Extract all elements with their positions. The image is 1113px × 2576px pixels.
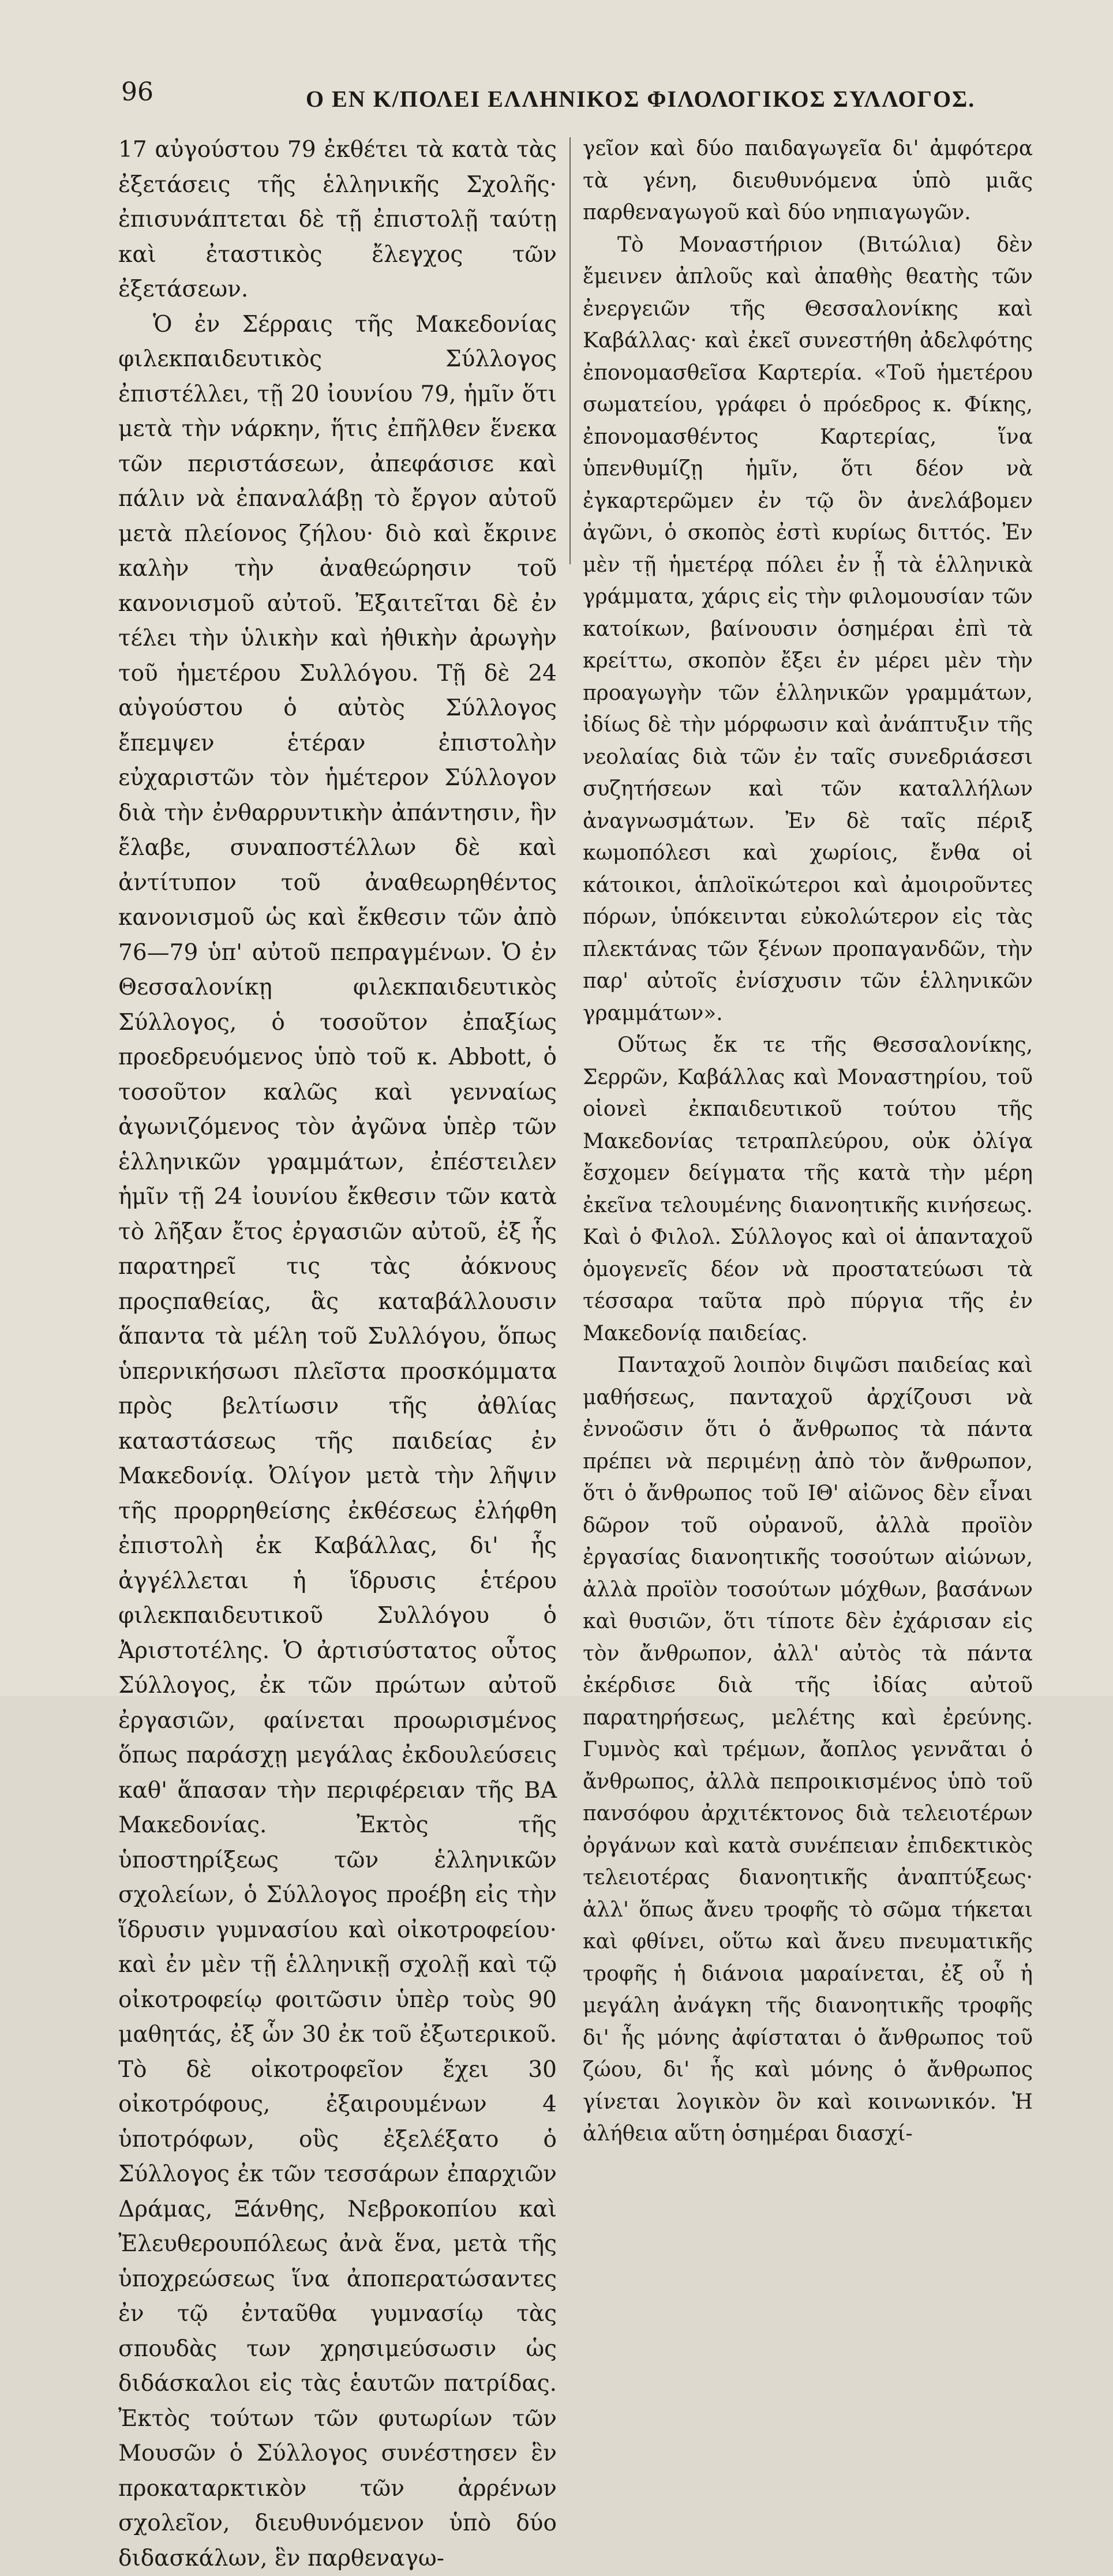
paragraph: γεῖον καὶ δύο παιδαγωγεῖα δι' ἀμφότερα τὰ γένη, διευθυνόμενα ὑπὸ μιᾶς παρθεναγωγοῦ καὶ δύο νηπιαγωγῶν. <box>583 133 1033 229</box>
right-column <box>583 133 1033 1656</box>
paragraph: Πανταχοῦ λοιπὸν διψῶσι παιδείας καὶ μαθήσεως, πανταχοῦ ἀρχίζουσι νὰ ἐννοῶσιν ὅτι ὁ ἄνθρωπος τὰ πάντα πρέπει νὰ περιμένῃ ἀπὸ τὸν ἄνθρωπον, ὅτι ὁ ἄνθρωπος τοῦ ΙΘ' αἰῶνος δὲν εἶναι δῶρον τοῦ οὐρανοῦ, ἀλλὰ προϊὸν ἐργασίας διανοητικῆς τοσούτων αἰώνων, ἀλλὰ προϊὸν τοσούτων μόχθων, βασάνων καὶ θυσιῶν, ὅτι τίποτε δὲν ἐχάρισαν εἰς τὸν ἄνθρωπον, ἀλλ' αὐτὸς τὰ πάντα ἐκέρδισε διὰ τῆς ἰδίας αὐτοῦ παρατηρήσεως, μελέτης καὶ ἐρεύνης. Γυμνὸς καὶ τρέμων, ἄοπλος γεννᾶται ὁ ἄνθρωπος, ἀλλὰ πεπροικισμένος ὑπὸ τοῦ πανσόφου ἀρχιτέκτονος διὰ τελειοτέρων ὀργάνων καὶ κατὰ συνέπειαν ἐπιδεκτικὸς τελειοτέρας διανοητικῆς ἀναπτύξεως· ἀλλ' ὅπως ἄνευ τροφῆς τὸ σῶμα τήκεται καὶ φθίνει, οὕτω καὶ ἄνευ πνευματικῆς τροφῆς ἡ διάνοια μαραίνεται, ἐξ οὗ ἡ μεγάλη ἀνάγκη τῆς διανοητικῆς τροφῆς δι' ἧς μόνης ἀφίσταται ὁ ἄνθρωπος τοῦ ζώου, δι' ἧς καὶ μόνης ὁ ἄνθρωπος γίνεται λογικὸν ὂν καὶ κοινωνικόν. Ἡ ἀλήθεια αὕτη ὁσημέραι διασχί- <box>583 1349 1033 2150</box>
column-divider <box>569 137 571 564</box>
running-head <box>121 74 1026 114</box>
page-number: 96 <box>121 77 153 107</box>
paragraph: Οὕτως ἔκ τε τῆς Θεσσαλονίκης, Σερρῶν, Καβάλλας καὶ Μοναστηρίου, τοῦ οἱονεὶ ἐκπαιδευτικοῦ τούτου τῆς Μακεδονίας τετραπλεύρου, οὐκ ὀλίγα ἔσχομεν δείγματα τῆς κατὰ τὴν μέρη ἐκεῖνα τελουμένης διανοητικῆς κινήσεως. Καὶ ὁ Φιλολ. Σύλλογος καὶ οἱ ἁπανταχοῦ ὁμογενεῖς δέον νὰ προστατεύωσι τὰ τέσσαρα ταῦτα πρὸ πύργια τῆς ἐν Μακεδονίᾳ παιδείας. <box>583 1029 1033 1349</box>
paragraph: Τὸ Μοναστήριον (Βιτώλια) δὲν ἔμεινεν ἀπλοῦς καὶ ἀπαθὴς θεατὴς τῶν ἐνεργειῶν τῆς Θεσσαλονίκης καὶ Καβάλλας· καὶ ἐκεῖ συνεστήθη ἀδελφότης ἐπονομασθεῖσα Καρτερία. «Τοῦ ἡμετέρου σωματείου, γράφει ὁ πρόεδρος κ. Φίκης, ἐπονομασθέντος Καρτερίας, ἵνα ὑπενθυμίζῃ ἡμῖν, ὅτι δέον νὰ ἐγκαρτερῶμεν ἐν τῷ ὃν ἀνελάβομεν ἀγῶνι, ὁ σκοπὸς ἐστὶ κυρίως διττός. Ἐν μὲν τῇ ἡμετέρᾳ πόλει ἐν ᾗ τὰ ἑλληνικὰ γράμματα, χάρις εἰς τὴν φιλομουσίαν τῶν κατοίκων, βαίνουσιν ὁσημέραι ἐπὶ τὰ κρείττω, σκοπὸν ἔξει ἐν μέρει μὲν τὴν προαγωγὴν τῶν ἑλληνικῶν γραμμάτων, ἰδίως δὲ τὴν μόρφωσιν καὶ ἀνάπτυξιν τῆς νεολαίας διὰ τῶν ἐν ταῖς συνεδριάσεσι συζητήσεων καὶ τῶν καταλλήλων ἀναγνωσμάτων. Ἐν δὲ ταῖς πέριξ κωμοπόλεσι καὶ χωρίοις, ἔνθα οἱ κάτοικοι, ἁπλοϊκώτεροι καὶ ἀμοιροῦντες πόρων, ὑπόκεινται εὐκολώτερον εἰς τὰς πλεκτάνας τῶν ξένων προπαγανδῶν, τὴν παρ' αὐτοῖς ἐνίσχυσιν τῶν ἑλληνικῶν γραμμάτων». <box>583 229 1033 1030</box>
paragraph: 17 αὐγούστου 79 ἐκθέτει τὰ κατὰ τὰς ἐξετάσεις τῆς ἑλληνικῆς Σχολῆς· ἐπισυνάπτεται δὲ τῇ ἐπιστολῇ ταύτῃ καὶ ἐταστικὸς ἔλεγχος τῶν ἐξετάσεων. <box>118 133 557 308</box>
left-column <box>118 133 557 1656</box>
paragraph: Ὁ ἐν Σέρραις τῆς Μακεδονίας φιλεκπαιδευτικὸς Σύλλογος ἐπιστέλλει, τῇ 20 ἰουνίου 79, ἡμῖν ὅτι μετὰ τὴν νάρκην, ἥτις ἐπῆλθεν ἕνεκα τῶν περιστάσεων, ἀπεφάσισε καὶ πάλιν νὰ ἐπαναλάβῃ τὸ ἔργον αὐτοῦ μετὰ πλείονος ζήλου· διὸ καὶ ἔκρινε καλὴν τὴν ἀναθεώρησιν τοῦ κανονισμοῦ αὐτοῦ. Ἐξαιτεῖται δὲ ἐν τέλει τὴν ὑλικὴν καὶ ἠθικὴν ἀρωγὴν τοῦ ἡμετέρου Συλλόγου. Τῇ δὲ 24 αὐγούστου ὁ αὐτὸς Σύλλογος ἔπεμψεν ἑτέραν ἐπιστολὴν εὐχαριστῶν τὸν ἡμέτερον Σύλλογον διὰ τὴν ἐνθαρρυντικὴν ἀπάντησιν, ἣν ἔλαβε, συναποστέλλων δὲ καὶ ἀντίτυπον τοῦ ἀναθεωρηθέντος κανονισμοῦ ὡς καὶ ἔκθεσιν τῶν ἀπὸ 76—79 ὑπ' αὐτοῦ πεπραγμένων. Ὁ ἐν Θεσσαλονίκῃ φιλεκπαιδευτικὸς Σύλλογος, ὁ τοσοῦτον ἐπαξίως προεδρευόμενος ὑπὸ τοῦ κ. Abbott, ὁ τοσοῦτον καλῶς καὶ γενναίως ἀγωνιζόμενος τὸν ἀγῶνα ὑπὲρ τῶν ἑλληνικῶν γραμμάτων, ἐπέστειλεν ἡμῖν τῇ 24 ἰουνίου ἔκθεσιν τῶν κατὰ τὸ λῆξαν ἔτος ἐργασιῶν αὐτοῦ, ἐξ ἧς παρατηρεῖ τις τὰς ἀόκνους προςπαθείας, ἃς καταβάλλουσιν ἅπαντα τὰ μέλη τοῦ Συλλόγου, ὅπως ὑπερνικήσωσι πλεῖστα προσκόμματα πρὸς βελτίωσιν τῆς ἀθλίας καταστάσεως τῆς παιδείας ἐν Μακεδονίᾳ. Ὀλίγον μετὰ τὴν λῆψιν τῆς προρρηθείσης ἐκθέσεως ἐλήφθη ἐπιστολὴ ἐκ Καβάλλας, δι' ἧς ἀγγέλλεται ἡ ἵδρυσις ἑτέρου φιλεκπαιδευτικοῦ Συλλόγου ὁ Ἀριστοτέλης. Ὁ ἀρτισύστατος οὗτος Σύλλογος, ἐκ τῶν πρώτων αὐτοῦ ἐργασιῶν, φαίνεται προωρισμένος ὅπως παράσχῃ μεγάλας ἐκδουλεύσεις καθ' ἅπασαν τὴν περιφέρειαν τῆς ΒΑ Μακεδονίας. Ἐκτὸς τῆς ὑποστηρίξεως τῶν ἑλληνικῶν σχολείων, ὁ Σύλλογος προέβη εἰς τὴν ἵδρυσιν γυμνασίου καὶ οἰκοτροφείου· καὶ ἐν μὲν τῇ ἑλληνικῇ σχολῇ καὶ τῷ οἰκοτροφείῳ φοιτῶσιν ὑπὲρ τοὺς 90 μαθητάς, ἐξ ὧν 30 ἐκ τοῦ ἐξωτερικοῦ. Τὸ δὲ οἰκοτροφεῖον ἔχει 30 οἰκοτρόφους, ἐξαιρουμένων 4 ὑποτρόφων, οὓς ἐξελέξατο ὁ Σύλλογος ἐκ τῶν τεσσάρων ἐπαρχιῶν Δράμας, Ξάνθης, Νεβροκοπίου καὶ Ἐλευθερουπόλεως ἀνὰ ἕνα, μετὰ τῆς ὑποχρεώσεως ἵνα ἀποπερατώσαντες ἐν τῷ ἐνταῦθα γυμνασίῳ τὰς σπουδὰς των χρησιμεύσωσιν ὡς διδάσκαλοι εἰς τὰς ἑαυτῶν πατρίδας. Ἐκτὸς τούτων τῶν φυτωρίων τῶν Μουσῶν ὁ Σύλλογος συνέστησεν ἓν προκαταρκτικὸν τῶν ἀρρένων σχολεῖον, διευθυνόμενον ὑπὸ δύο διδασκάλων, ἓν παρθεναγω- <box>118 308 557 2576</box>
running-title: Ο ΕΝ Κ/ΠΟΛΕΙ ΕΛΛΗΝΙΚΟΣ ΦΙΛΟΛΟΓΙΚΟΣ ΣΥΛΛΟΓΟΣ. <box>306 85 975 113</box>
